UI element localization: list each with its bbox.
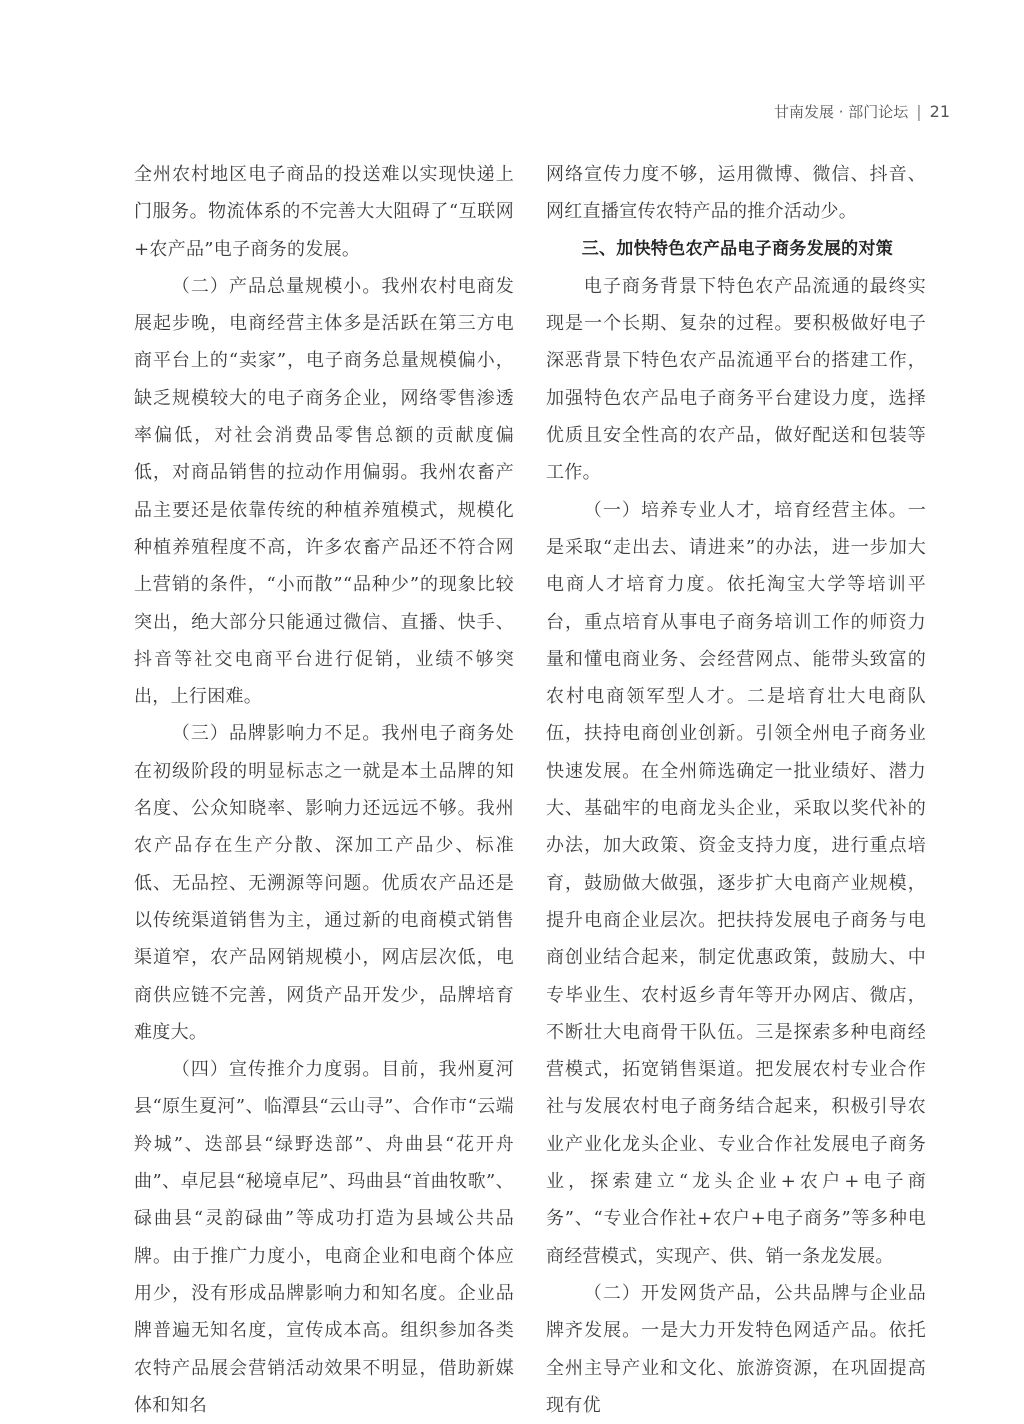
section-heading: 三、加快特色农产品电子商务发展的对策 [581, 238, 894, 259]
paragraph-product-scale: （二）产品总量规模小。我州农村电商发展起步晚，电商经营主体多是活跃在第三方电商平台上的“卖家”，电子商务总量规模偏小，缺乏规模较大的电子商务企业，网络零售渗透率偏低，对社会消费品零售总额的贡献度偏低，对商品销售的拉动作用偏弱。我州农畜产品主要还是依靠传统的种植养殖模式，规模化种植养殖程度不高，许多农畜产品还不符合网上营销的条件，“小而散”“品种少”的现象比较突出，绝大部分只能通过微信、直播、快手、抖音等社交电商平台进行促销，业绩不够突出，上行困难。 [134, 275, 514, 708]
header-separator: | [916, 102, 922, 121]
paragraph-continued-right: 网络宣传力度不够，运用微博、微信、抖音、网红直播宣传农特产品的推介活动少。 [546, 164, 926, 223]
paragraph-brand-influence: （三）品牌影响力不足。我州电子商务处在初级阶段的明显标志之一就是本土品牌的知名度、公众知晓率、影响力还远远不够。我州农产品存在生产分散、深加工产品少、标准低、无品控、无溯源等问题。优质农产品还是以传统渠道销售为主，通过新的电商模式销售渠道窄，农产品网销规模小，网店层次低，电商供应链不完善，网货产品开发少，品牌培育难度大。 [134, 723, 514, 1043]
journal-section-title: 甘南发展 · 部门论坛 [773, 103, 909, 121]
paragraph-talent: （一）培养专业人才，培育经营主体。一是采取“走出去、请进来”的办法，进一步加大电商人才培育力度。依托淘宝大学等培训平台，重点培育从事电子商务培训工作的师资力量和懂电商业务、会经营网点、能带头致富的农村电商领军型人才。二是培育壮大电商队伍，扶持电商创业创新。引领全州电子商务业快速发展。在全州筛选确定一批业绩好、潜力大、基础牢的电商龙头企业，采取以奖代补的办法，加大政策、资金支持力度，进行重点培育，鼓励做大做强，逐步扩大电商产业规模，提升电商企业层次。把扶持发展电子商务与电商创业结合起来，制定优惠政策，鼓励大、中专毕业生、农村返乡青年等开办网店、微店，不断壮大电商骨干队伍。三是探索多种电商经营模式，拓宽销售渠道。把发展农村专业合作社与发展农村电子商务结合起来，积极引导农业产业化龙头企业、专业合作社发展电子商务业，探索建立“龙头企业+农户+电子商务”、“专业合作社+农户+电子商务”等多种电商经营模式，实现产、供、销一条龙发展。 [546, 499, 926, 1267]
paragraph-intro: 电子商务背景下特色农产品流通的最终实现是一个长期、复杂的过程。要积极做好电子深恶背景下特色农产品流通平台的搭建工作，加强特色农产品电子商务平台建设力度，选择优质且安全性高的农产品，做好配送和包装等工作。 [546, 275, 926, 484]
running-header [774, 101, 950, 122]
paragraph-promotion: （四）宣传推介力度弱。目前，我州夏河县“原生夏河”、临潭县“云山寻”、合作市“云端羚城”、迭部县“绿野迭部”、舟曲县“花开舟曲”、卓尼县“秘境卓尼”、玛曲县“首曲牧歌”、碌曲县“灵韵碌曲”等成功打造为县域公共品牌。由于推广力度小，电商企业和电商个体应用少，没有形成品牌影响力和知名度。企业品牌普遍无知名度，宣传成本高。组织参加各类农特产品展会营销活动效果不明显，借助新媒体和知名 [134, 1059, 514, 1416]
page-number: 21 [929, 102, 950, 121]
paragraph-continued: 全州农村地区电子商品的投送难以实现快递上门服务。物流体系的不完善大大阻碍了“互联网+农产品”电子商务的发展。 [134, 164, 514, 260]
left-column [134, 156, 514, 1424]
right-column [546, 156, 926, 1424]
paragraph-online-products: （二）开发网货产品，公共品牌与企业品牌齐发展。一是大力开发特色网适产品。依托全州主导产业和文化、旅游资源，在巩固提高现有优 [546, 1282, 926, 1416]
